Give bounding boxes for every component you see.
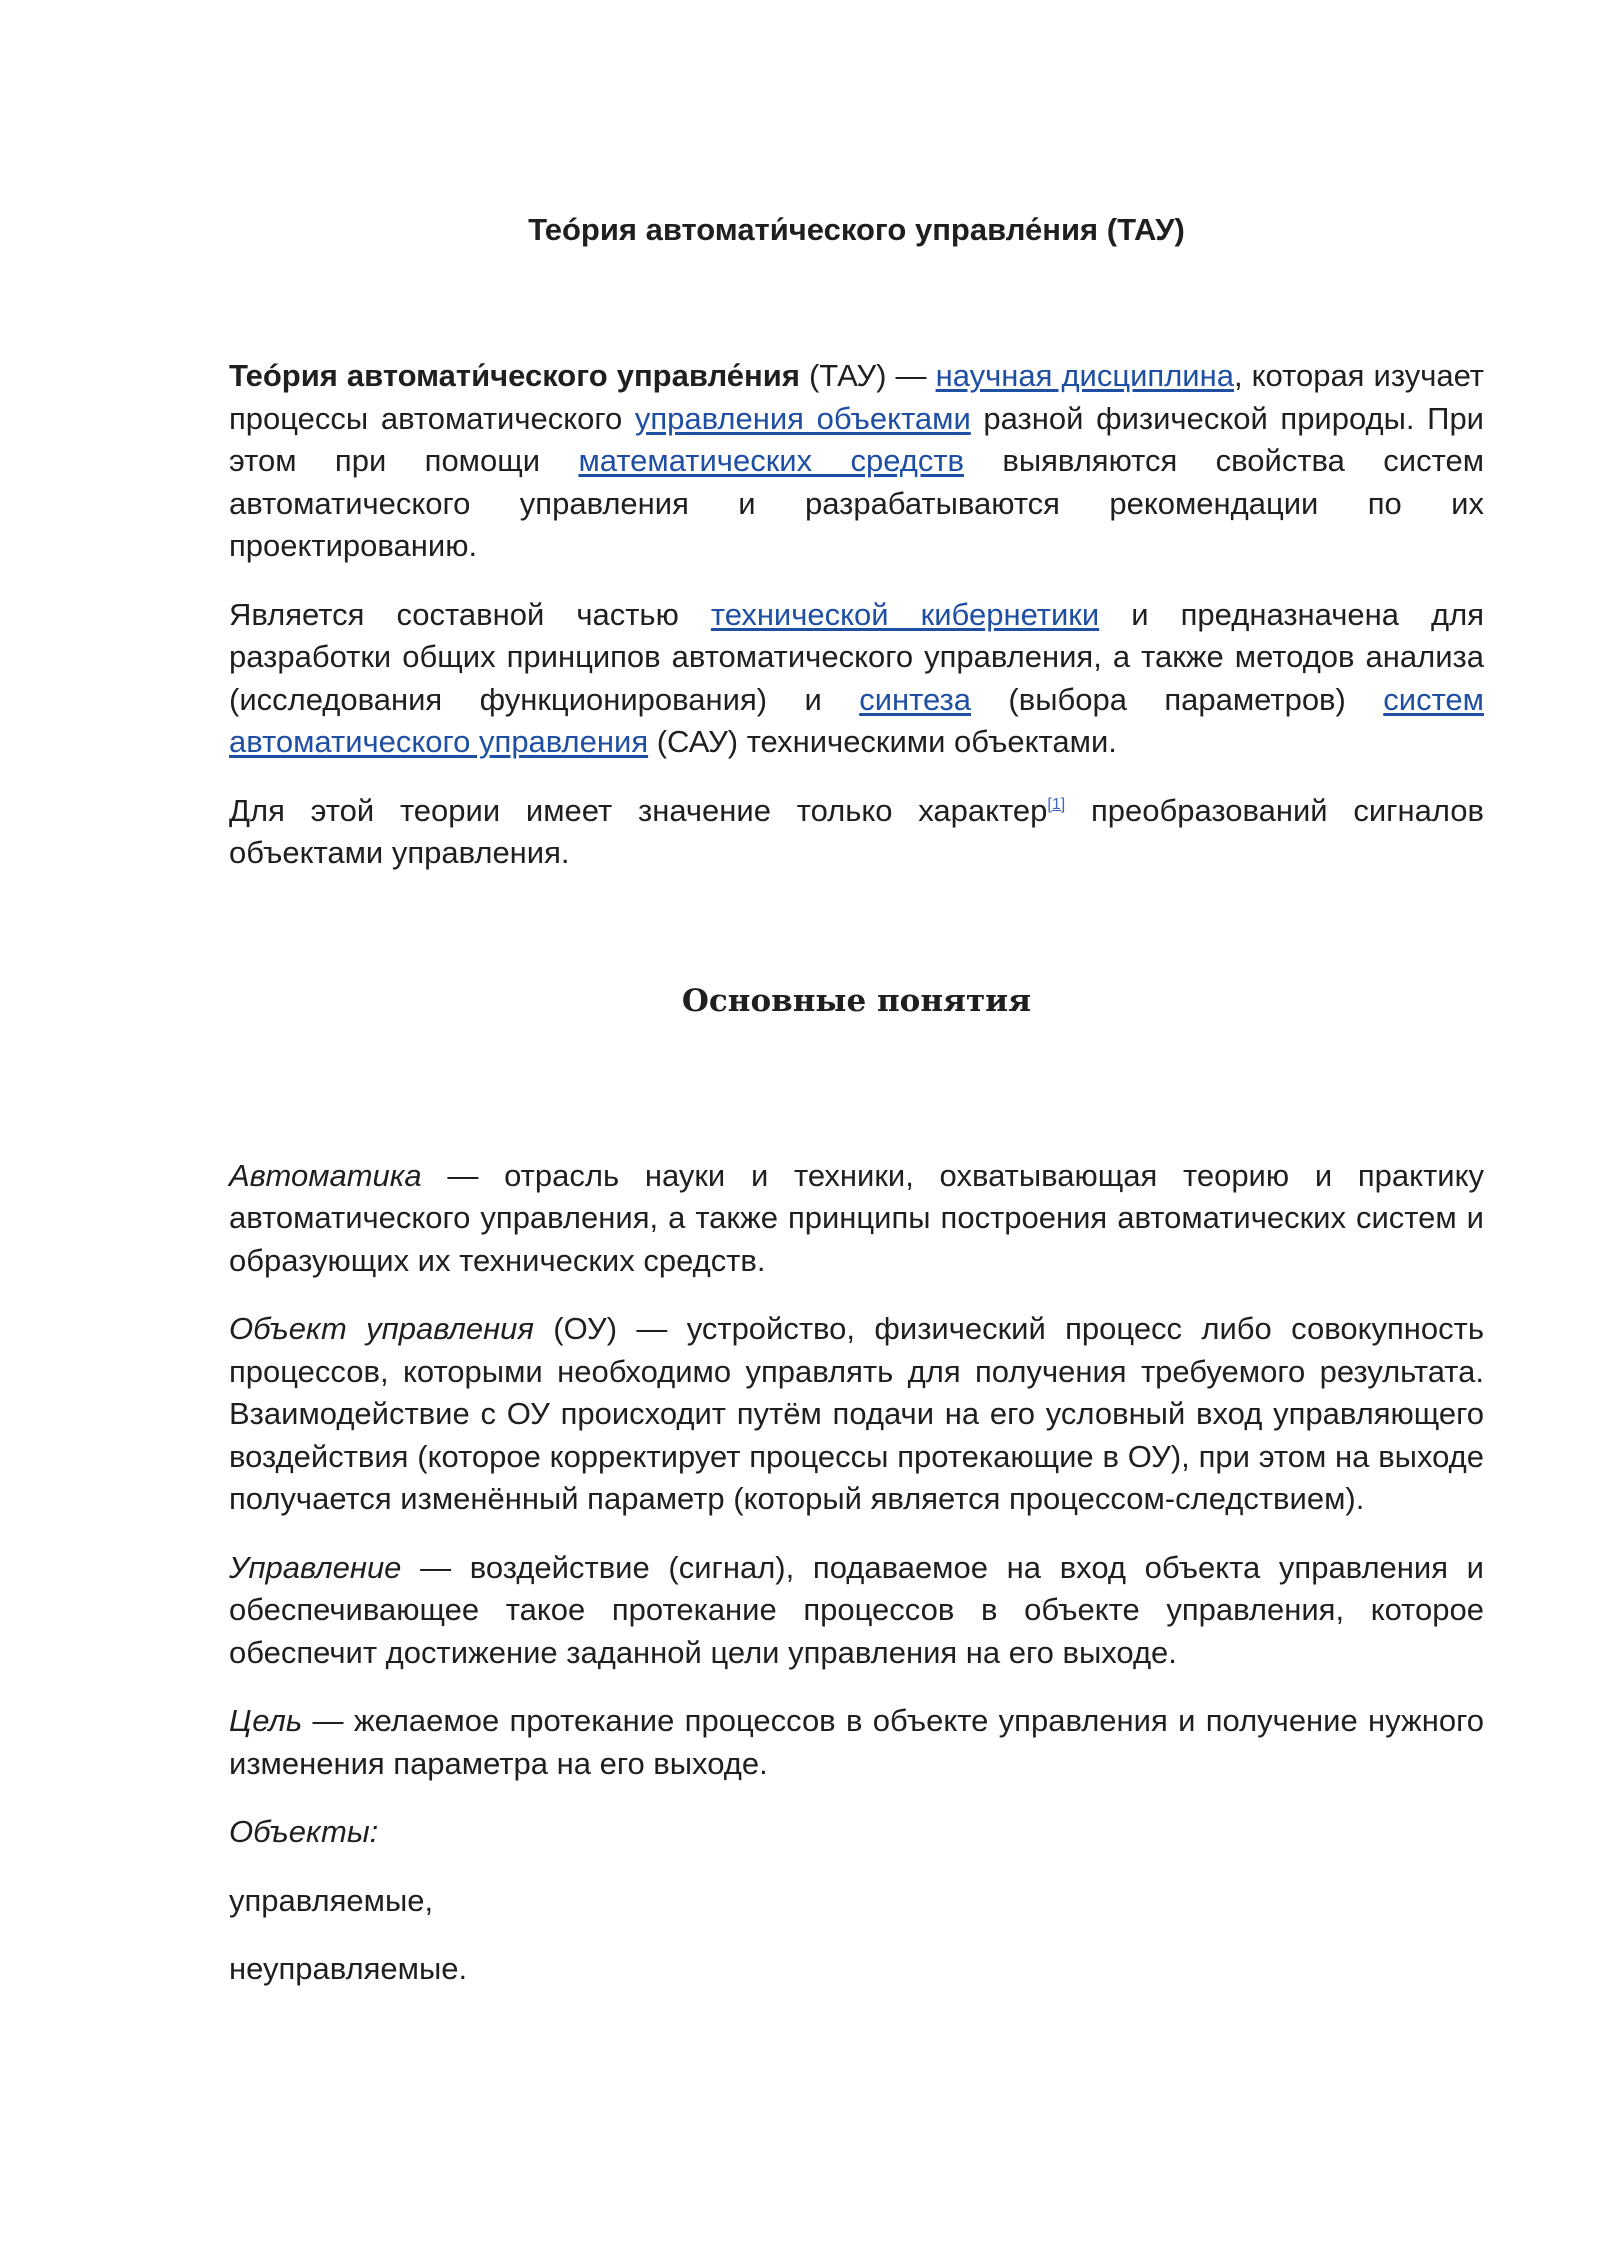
link-math-tools[interactable]: математических средств: [578, 443, 965, 478]
text-span: разной физической природы. При этом при помощи: [229, 400, 1485, 478]
text-span: и предназначена для разработки общих принципов автоматического управления, а также методов анализа (исследования функционирования) и: [229, 596, 1485, 717]
text-span: преобразований сигналов объектами управления.: [229, 792, 1484, 870]
link-object-control[interactable]: управления объектами: [634, 400, 971, 436]
footnote-link[interactable]: [1]: [1047, 795, 1066, 813]
text-span: выявляются свойства систем автоматического управления и разрабатываются рекомендации по их проектированию.: [229, 443, 1485, 563]
objects-item-uncontrolled: неуправляемые.: [229, 1951, 468, 1986]
footnote-reference: [1047, 796, 1065, 813]
definition-goal: [229, 1700, 1484, 1785]
definition-text: — отрасль науки и техники, охватывающая теорию и практику автоматического управления, а также принципы построения автоматических систем и образующих их технических средств.: [229, 1157, 1484, 1278]
text-span: , которая изучает процессы автоматического: [229, 358, 1484, 436]
definition-text: (ОУ) — устройство, физический процесс либо совокупность процессов, которыми необходимо управлять для получения требуемого результата. Взаимодействие с ОУ происходит путём подачи на его условный вход управляющего воздействия (которое корректирует процессы протекающие в ОУ), при этом на выходе получается изменённый параметр (который является процессом-следствием).: [229, 1311, 1484, 1516]
text-span: (ТАУ) —: [799, 358, 936, 393]
definition-term: Управление: [229, 1549, 402, 1585]
definition-text: — желаемое протекание процессов в объекте управления и получение нужного изменения параметра на его выходе.: [229, 1703, 1484, 1781]
definition-term: Объект управления: [229, 1311, 534, 1346]
intro-paragraph-3: [229, 790, 1484, 875]
definition-control: [229, 1547, 1484, 1675]
document-title: Teóрия автомати́ческого управле́ния (ТАУ): [528, 212, 1185, 247]
document-body: [229, 210, 1484, 2017]
objects-item-controlled: управляемые,: [229, 1882, 434, 1918]
bold-term: Teóрия автомати́ческого управле́ния: [229, 358, 800, 393]
text-span: Является составной частью: [229, 596, 711, 632]
text-span: (САУ) техническими объектами.: [648, 724, 1117, 759]
definition-control-object: [229, 1308, 1484, 1521]
intro-paragraph-2: [229, 594, 1484, 764]
text-span: Для этой теории имеет значение только характер: [229, 792, 1048, 828]
section-heading: Основные понятия: [681, 982, 1032, 1019]
link-synthesis[interactable]: синтеза: [859, 681, 971, 717]
intro-paragraph-1: [229, 355, 1484, 568]
objects-label: Объекты:: [229, 1814, 379, 1849]
link-scientific-discipline[interactable]: научная дисциплина: [935, 358, 1234, 393]
definition-automation: [229, 1155, 1484, 1283]
definition-text: — воздействие (сигнал), подаваемое на вход объекта управления и обеспечивающее такое протекание процессов в объекте управления, которое обеспечит достижение заданной цели управления на его выходе.: [229, 1549, 1484, 1670]
text-span: (выбора параметров): [971, 681, 1384, 717]
link-technical-cybernetics[interactable]: технической кибернетики: [710, 596, 1100, 632]
link-automatic-control-systems[interactable]: систем автоматического управления: [229, 681, 1484, 759]
definition-term: Цель: [229, 1703, 303, 1738]
definition-term: Автоматика: [229, 1157, 422, 1193]
